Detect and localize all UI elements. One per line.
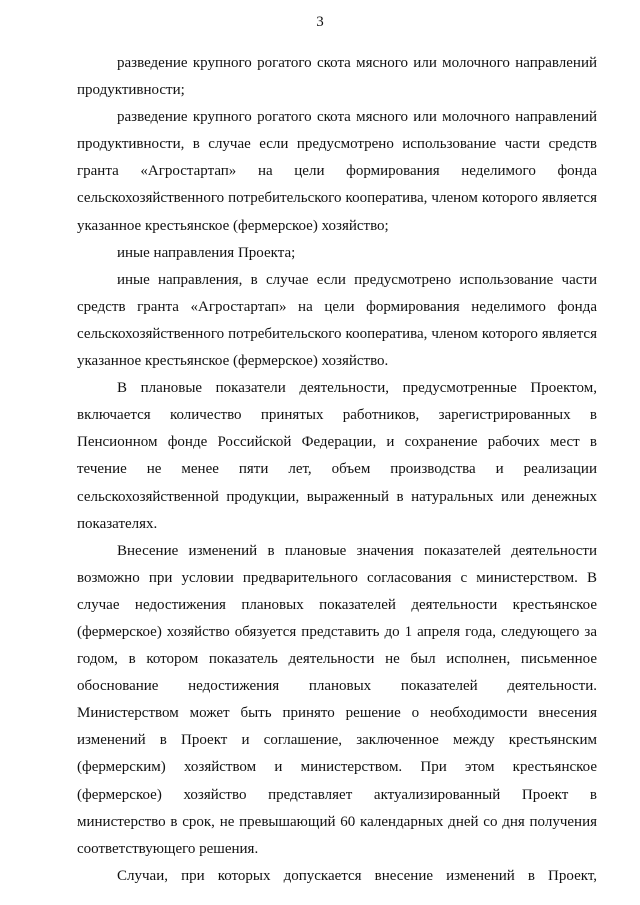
paragraph-dairy-meat-cattle-cooperative: разведение крупного рогатого скота мясного или молочного направлений продуктивности, в случае если предусмотрено использование части средств гранта «Агростартап» на цели формирования неделимого фонда сельскохозяйственного потребительского кооператива, членом которого является указанное крестьянское (фермерское) хозяйство; [77,109,597,234]
page-number: 3 [316,14,324,30]
paragraph-dairy-meat-cattle: разведение крупного рогатого скота мясного или молочного направлений продуктивности; [77,55,597,99]
paragraph-project-change-cases: Случаи, при которых допускается внесение изменений в Проект, [117,867,597,884]
paragraph-indicator-changes: Внесение изменений в плановые значения показателей деятельности возможно при условии предварительного согласования с министерством. В случае недостижения плановых показателей деятельности крестьянское (фермерское) хозяйство обязуется представить до 1 апреля года, следующего за годом, в котором показатель деятельности не был исполнен, письменное обоснование недостижения плановых показателей деятельности. Министерством может быть принято решение о необходимости внесения изменений в Проект и соглашение, заключенное между крестьянским (фермерским) хозяйством и министерством. При этом крестьянское (фермерское) хозяйство представляет актуализированный Проект в министерство в срок, не превышающий 60 календарных дней со дня получения соответствующего решения. [77,542,597,857]
paragraph-planned-indicators: В плановые показатели деятельности, предусмотренные Проектом, включается количество принятых работников, зарегистрированных в Пенсионном фонде Российской Федерации, и сохранение рабочих мест в течение не менее пяти лет, объем производства и реализации сельскохозяйственной продукции, выраженный в натуральных или денежных показателях. [77,380,597,532]
paragraph-other-directions: иные направления Проекта; [117,244,296,261]
document-body [77,50,597,890]
paragraph-other-directions-cooperative: иные направления, в случае если предусмотрено использование части средств гранта «Агростартап» на цели формирования неделимого фонда сельскохозяйственного потребительского кооператива, членом которого является указанное крестьянское (фермерское) хозяйство. [77,271,597,370]
